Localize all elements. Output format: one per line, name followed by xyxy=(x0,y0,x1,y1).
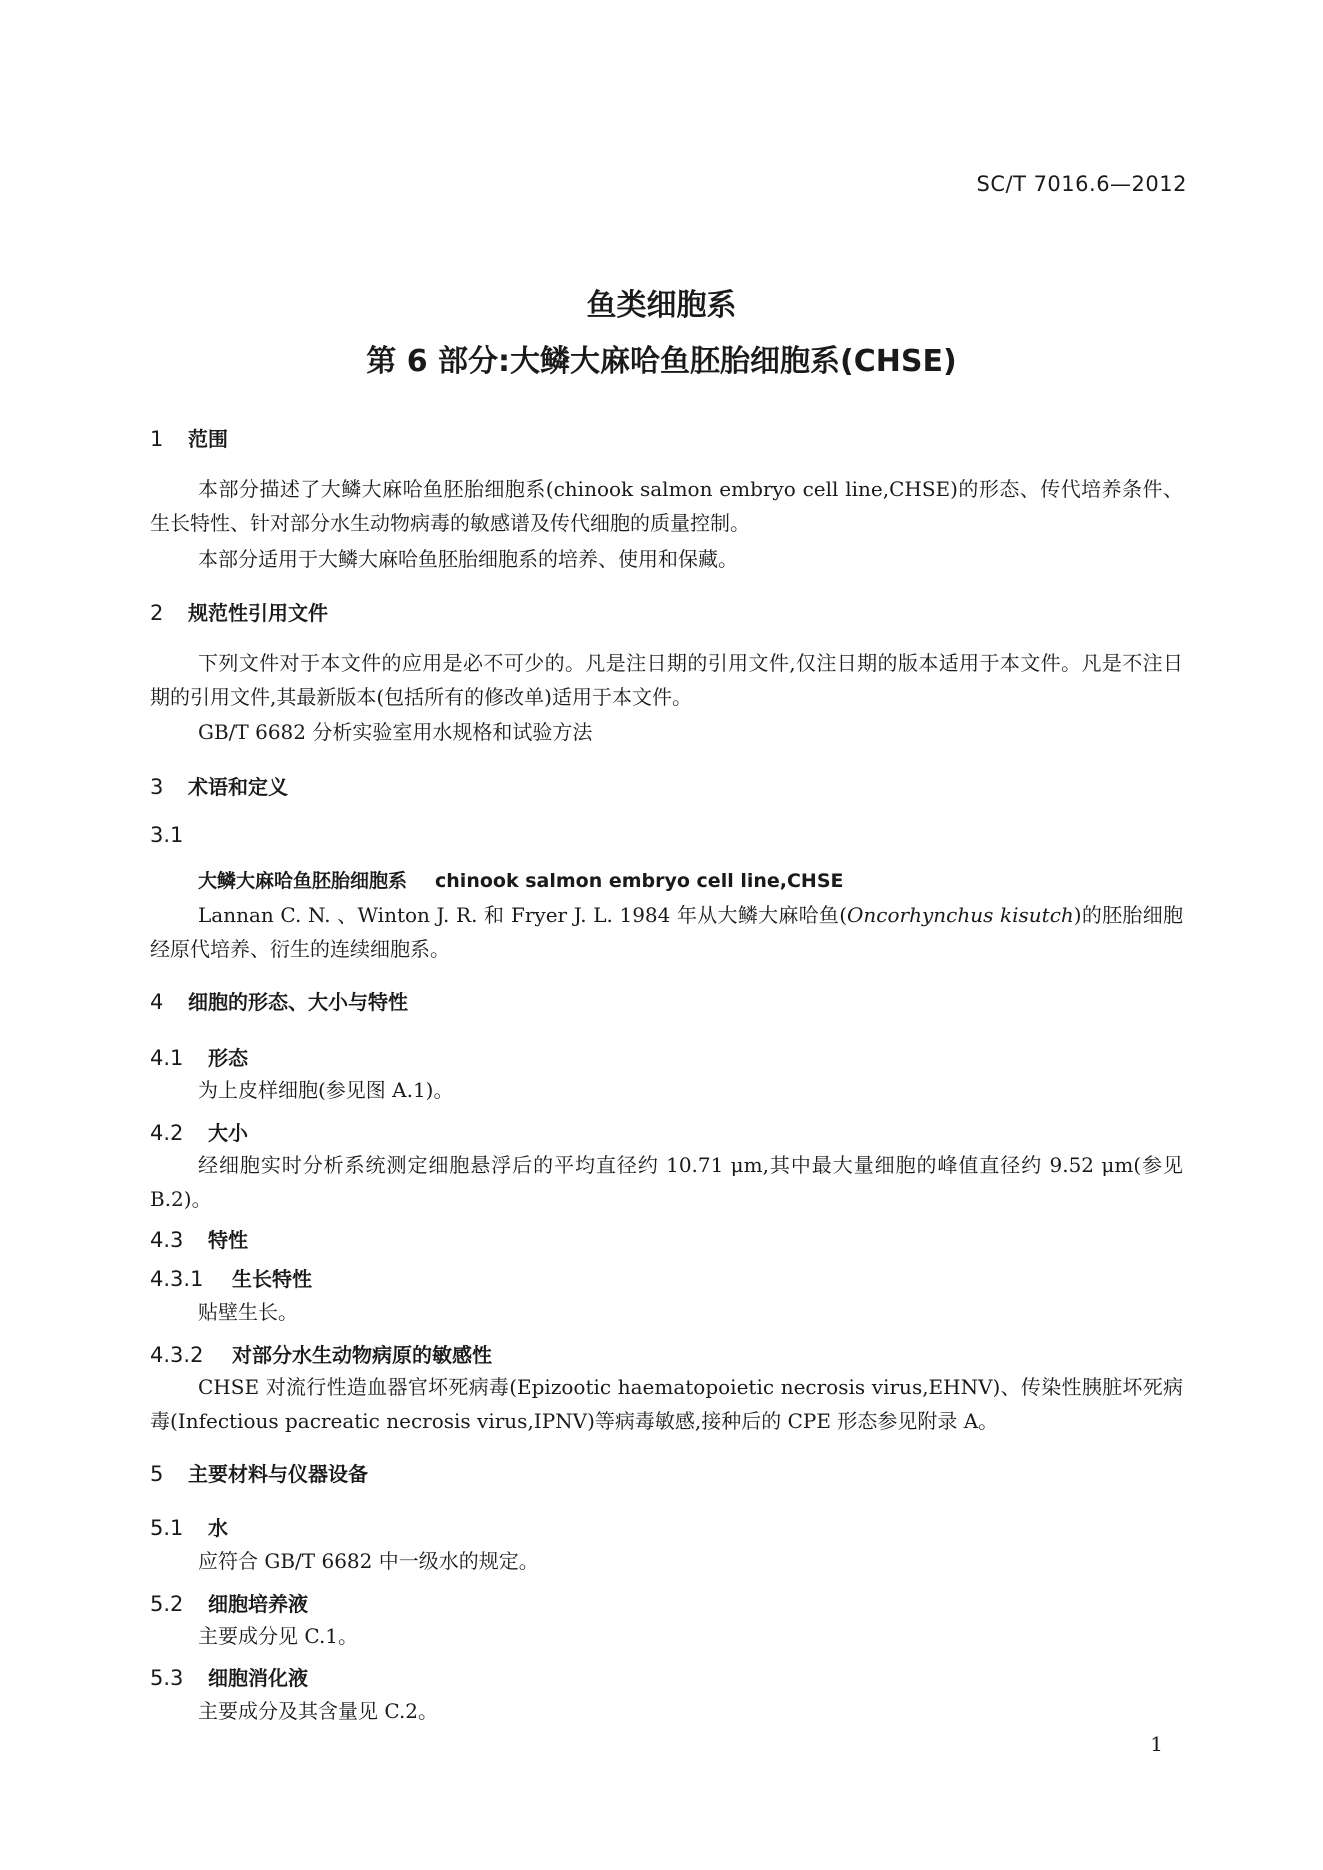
section-number: 3.1 xyxy=(150,823,184,847)
section-2-heading xyxy=(150,597,328,626)
section-title: 形态 xyxy=(208,1046,248,1070)
subsection-4-1-paragraph: 为上皮样细胞(参见图 A.1)。 xyxy=(198,1078,454,1102)
section-title: 细胞培养液 xyxy=(208,1592,308,1616)
subsection-4-2-heading xyxy=(150,1117,248,1146)
document-title: 鱼类细胞系 xyxy=(586,288,737,323)
subsection-5-2-heading xyxy=(150,1588,308,1617)
standard-code: SC/T 7016.6—2012 xyxy=(976,172,1187,196)
section-3-heading xyxy=(150,771,288,800)
definition-text: )的胚胎细胞经原代培养、衍生的连续细胞系。 xyxy=(150,903,1183,961)
section-1-paragraph-1: 本部分描述了大鳞大麻哈鱼胚胎细胞系(chinook salmon embryo cell line,CHSE)的形态、传代培养条件、生长特性、针对部分水生动物病毒的敏感谱及传代细胞的质量控制。 xyxy=(150,477,1183,535)
section-number: 5.2 xyxy=(150,1592,184,1616)
section-number: 5.3 xyxy=(150,1666,184,1690)
subsection-5-2-paragraph: 主要成分见 C.1。 xyxy=(198,1624,359,1648)
section-number: 4 xyxy=(150,990,164,1014)
section-title: 范围 xyxy=(188,427,228,451)
section-number: 2 xyxy=(150,601,164,625)
section-title: 细胞消化液 xyxy=(208,1666,308,1690)
subsection-3-1-number xyxy=(150,823,183,847)
definition-text: Lannan C. N. 、Winton J. R. 和 Fryer J. L. 1984 年从大鳞大麻哈鱼( xyxy=(198,903,848,927)
section-title: 细胞的形态、大小与特性 xyxy=(188,990,408,1014)
section-5-heading xyxy=(150,1458,368,1487)
section-title: 主要材料与仪器设备 xyxy=(188,1462,368,1486)
section-title: 水 xyxy=(208,1516,228,1540)
subsection-4-3-heading xyxy=(150,1224,248,1253)
section-title: 特性 xyxy=(208,1228,248,1252)
page-number: 1 xyxy=(1150,1732,1163,1756)
subsection-4-3-1-heading xyxy=(150,1263,312,1292)
subsection-4-3-1-paragraph: 贴壁生长。 xyxy=(198,1300,298,1324)
section-title: 对部分水生动物病原的敏感性 xyxy=(232,1343,492,1367)
section-1-paragraph-2: 本部分适用于大鳞大麻哈鱼胚胎细胞系的培养、使用和保藏。 xyxy=(198,547,738,571)
section-number: 3 xyxy=(150,775,164,799)
section-number: 5 xyxy=(150,1462,164,1486)
subsection-5-1-paragraph: 应符合 GB/T 6682 中一级水的规定。 xyxy=(198,1549,539,1573)
term-english: chinook salmon embryo cell line,CHSE xyxy=(435,870,844,892)
section-number: 1 xyxy=(150,427,164,451)
normative-reference: GB/T 6682 分析实验室用水规格和试验方法 xyxy=(198,720,593,744)
document-subtitle: 第 6 部分:大鳞大麻哈鱼胚胎细胞系(CHSE) xyxy=(366,344,957,379)
section-number: 4.2 xyxy=(150,1121,184,1145)
section-number: 4.1 xyxy=(150,1046,184,1070)
section-number: 4.3 xyxy=(150,1228,184,1252)
subsection-4-1-heading xyxy=(150,1042,248,1071)
section-title: 规范性引用文件 xyxy=(188,601,328,625)
term-definition xyxy=(150,898,1183,966)
term-heading xyxy=(198,866,844,893)
term-chinese: 大鳞大麻哈鱼胚胎细胞系 xyxy=(198,870,408,892)
subsection-5-3-heading xyxy=(150,1662,308,1691)
section-1-heading xyxy=(150,423,228,452)
section-number: 4.3.1 xyxy=(150,1267,204,1291)
section-title: 大小 xyxy=(208,1121,248,1145)
subsection-4-3-2-heading xyxy=(150,1339,492,1368)
section-number: 5.1 xyxy=(150,1516,184,1540)
subsection-4-2-paragraph: 经细胞实时分析系统测定细胞悬浮后的平均直径约 10.71 μm,其中最大量细胞的峰值直径约 9.52 μm(参见 B.2)。 xyxy=(150,1153,1183,1211)
section-number: 4.3.2 xyxy=(150,1343,204,1367)
subsection-5-1-heading xyxy=(150,1512,228,1541)
section-title: 生长特性 xyxy=(232,1267,312,1291)
section-title: 术语和定义 xyxy=(188,775,288,799)
subsection-5-3-paragraph: 主要成分及其含量见 C.2。 xyxy=(198,1699,439,1723)
subsection-4-3-2-paragraph: CHSE 对流行性造血器官坏死病毒(Epizootic haematopoietic necrosis virus,EHNV)、传染性胰脏坏死病毒(Infectious pacreatic necrosis virus,IPNV)等病毒敏感,接种后的 CPE 形态参见附录 A。 xyxy=(150,1375,1183,1433)
species-name: Oncorhynchus kisutch xyxy=(847,903,1074,927)
section-4-heading xyxy=(150,986,408,1015)
section-2-paragraph-1: 下列文件对于本文件的应用是必不可少的。凡是注日期的引用文件,仅注日期的版本适用于本文件。凡是不注日期的引用文件,其最新版本(包括所有的修改单)适用于本文件。 xyxy=(150,651,1183,709)
